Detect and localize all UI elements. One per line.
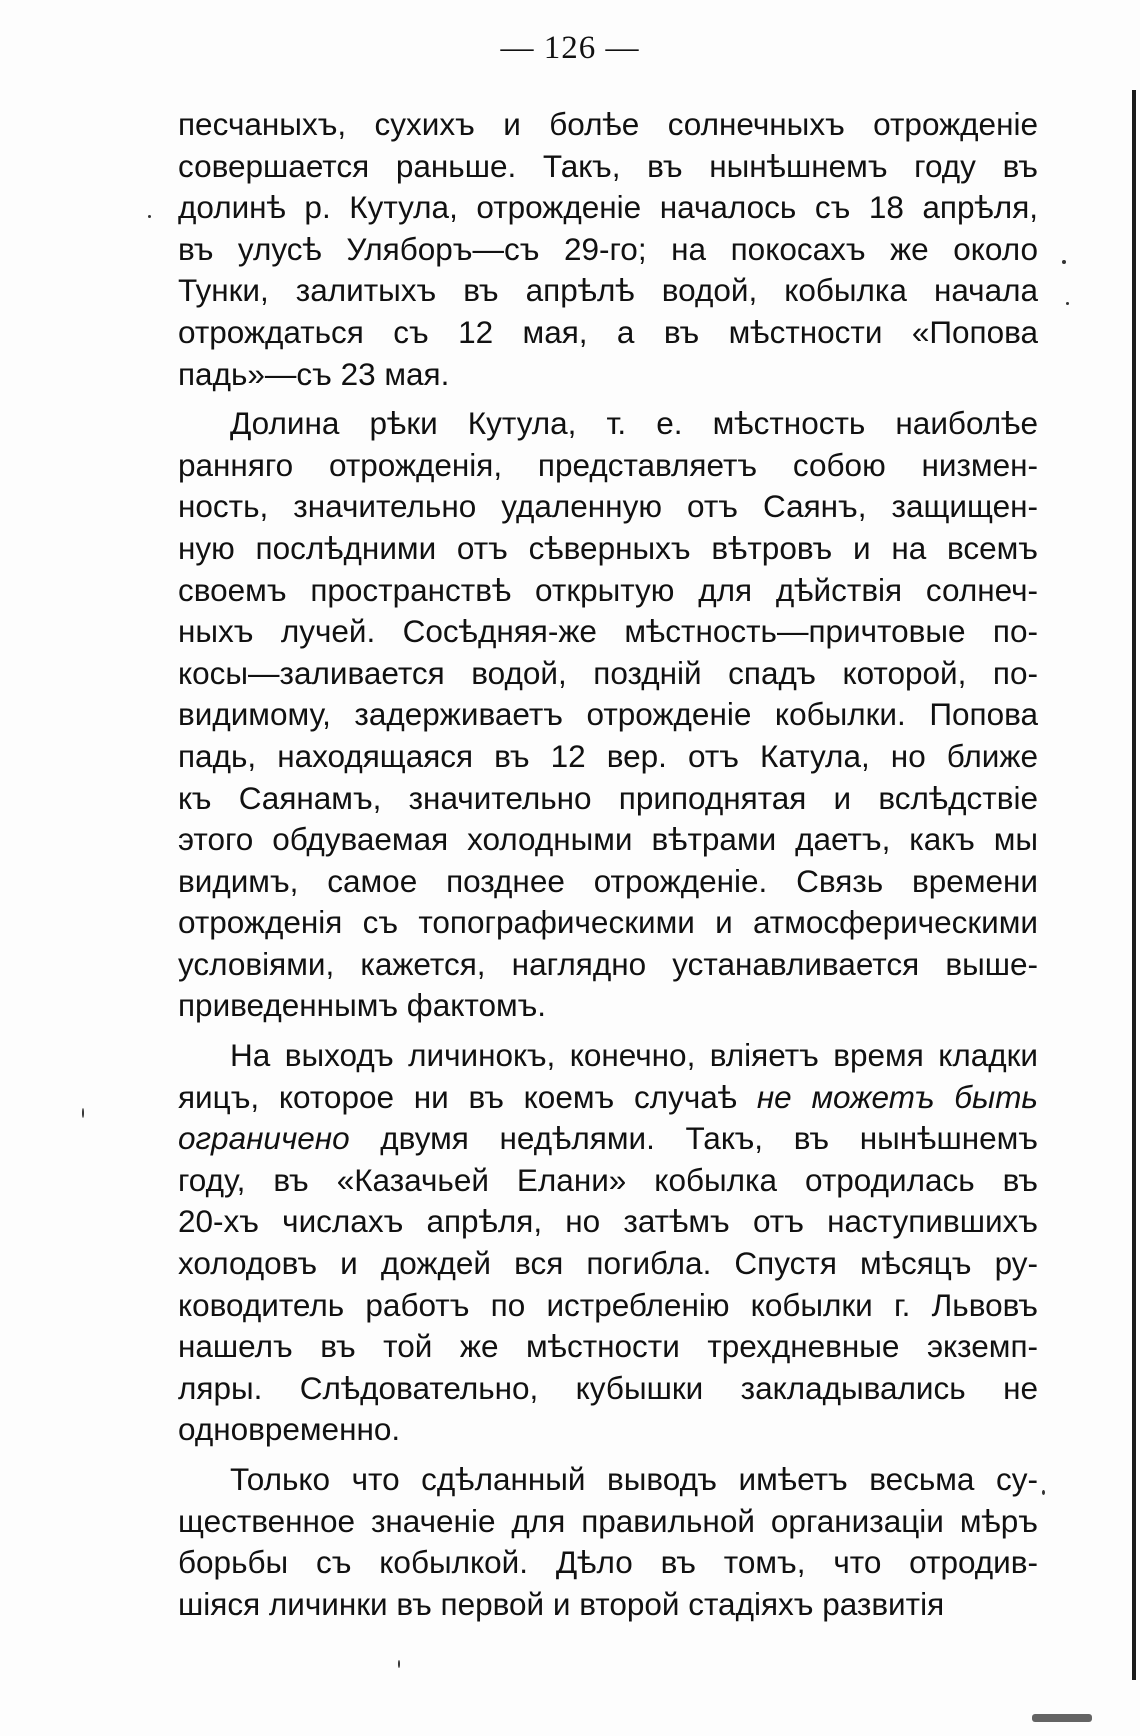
text-line: Только что сдѣланный выводъ имѣетъ весьма су- (230, 1461, 1038, 1497)
text-line: падь»—съ 23 мая. (178, 355, 450, 392)
text-line (178, 1118, 1038, 1160)
paragraph (178, 1035, 1038, 1451)
text-line: 20-хъ числахъ апрѣля, но затѣмъ отъ наступившихъ (178, 1203, 1038, 1240)
paragraph (178, 1459, 1038, 1625)
text-fragment: яицъ, которое ни въ коемъ случаѣ (178, 1078, 757, 1115)
text-line: На выходъ личинокъ, конечно, вліяетъ время кладки (230, 1037, 1038, 1074)
text-line: Тунки, залитыхъ въ апрѣлѣ водой, кобылка начала (178, 272, 1038, 309)
text-line: своемъ пространствѣ открытую для дѣйствія солнеч- (178, 571, 1038, 608)
text-line: условіями, кажется, наглядно устанавливается выше- (178, 945, 1038, 982)
text-line: ность, значительно удаленную отъ Саянъ, защищен- (178, 488, 1038, 525)
text-line: отрождаться съ 12 мая, а въ мѣстности «Попова (178, 313, 1038, 350)
scan-speck (398, 1660, 400, 1668)
text-line: ляры. Слѣдовательно, кубышки закладывались не (178, 1369, 1038, 1406)
text-line: песчаныхъ, сухихъ и болѣе солнечныхъ отрожденіе (178, 106, 1038, 142)
scan-speck (1066, 302, 1069, 305)
scan-speck (148, 215, 151, 218)
text-line: одновременно. (178, 1411, 401, 1448)
emphasis-text: ограничено (178, 1120, 350, 1157)
text-line: этого обдуваемая холодными вѣтрами даетъ, какъ мы (178, 821, 1038, 858)
text-line: приведеннымъ фактомъ. (178, 987, 547, 1024)
scan-speck (1062, 260, 1066, 264)
text-line: долинѣ р. Кутула, отрожденіе началось съ 18 апрѣля, (178, 189, 1038, 226)
text-fragment: двумя недѣлями. Такъ, въ нынѣшнемъ (349, 1120, 1038, 1157)
emphasis-text: не можетъ быть (756, 1078, 1038, 1115)
text-line: къ Саянамъ, значительно приподнятая и вслѣдствіе (178, 779, 1038, 816)
body-text (178, 104, 1038, 1625)
page-number: — 126 — (500, 30, 640, 66)
text-line: шіяся личинки въ первой и второй стадіяхъ развитія (178, 1585, 945, 1622)
text-line: видимъ, самое позднее отрожденіе. Связь времени (178, 862, 1038, 899)
text-line: холодовъ и дождей вся погибла. Спустя мѣсяцъ ру- (178, 1245, 1038, 1282)
text-line: борьбы съ кобылкой. Дѣло въ томъ, что отродив- (178, 1544, 1038, 1581)
text-line: падь, находящаяся въ 12 вер. отъ Катула, но ближе (178, 737, 1038, 774)
paragraph (178, 104, 1038, 395)
text-line: видимому, задерживаетъ отрожденіе кобылки. Попова (178, 696, 1038, 733)
scan-speck (1042, 1490, 1045, 1495)
text-line (178, 1077, 1038, 1119)
text-line: ную послѣдними отъ сѣверныхъ вѣтровъ и на всемъ (178, 529, 1038, 566)
scan-speck (82, 1108, 84, 1118)
paragraph (178, 403, 1038, 1027)
text-line: ранняго отрожденія, представляетъ собою низмен- (178, 446, 1038, 483)
text-line: щественное значеніе для правильной организаціи мѣръ (178, 1502, 1038, 1539)
text-line: году, въ «Казачьей Елани» кобылка отродилась въ (178, 1161, 1038, 1198)
text-line: нашелъ въ той же мѣстности трехдневные экземп- (178, 1328, 1038, 1365)
text-line: въ улусѣ Уляборъ—съ 29-го; на покосахъ же около (178, 230, 1038, 267)
text-line: косы—заливается водой, поздній спадъ которой, по- (178, 654, 1038, 691)
text-line: Долина рѣки Кутула, т. е. мѣстность наиболѣе (230, 405, 1038, 442)
text-line: отрожденія съ топографическими и атмосферическими (178, 904, 1038, 941)
text-line: ководитель работъ по истребленію кобылки г. Львовъ (178, 1286, 1038, 1323)
page-edge-shadow (1132, 90, 1136, 1680)
scan-smudge (1032, 1714, 1092, 1722)
text-line: совершается раньше. Такъ, въ нынѣшнемъ году въ (178, 147, 1038, 184)
text-line: ныхъ лучей. Сосѣдняя-же мѣстность—причтовые по- (178, 613, 1038, 650)
